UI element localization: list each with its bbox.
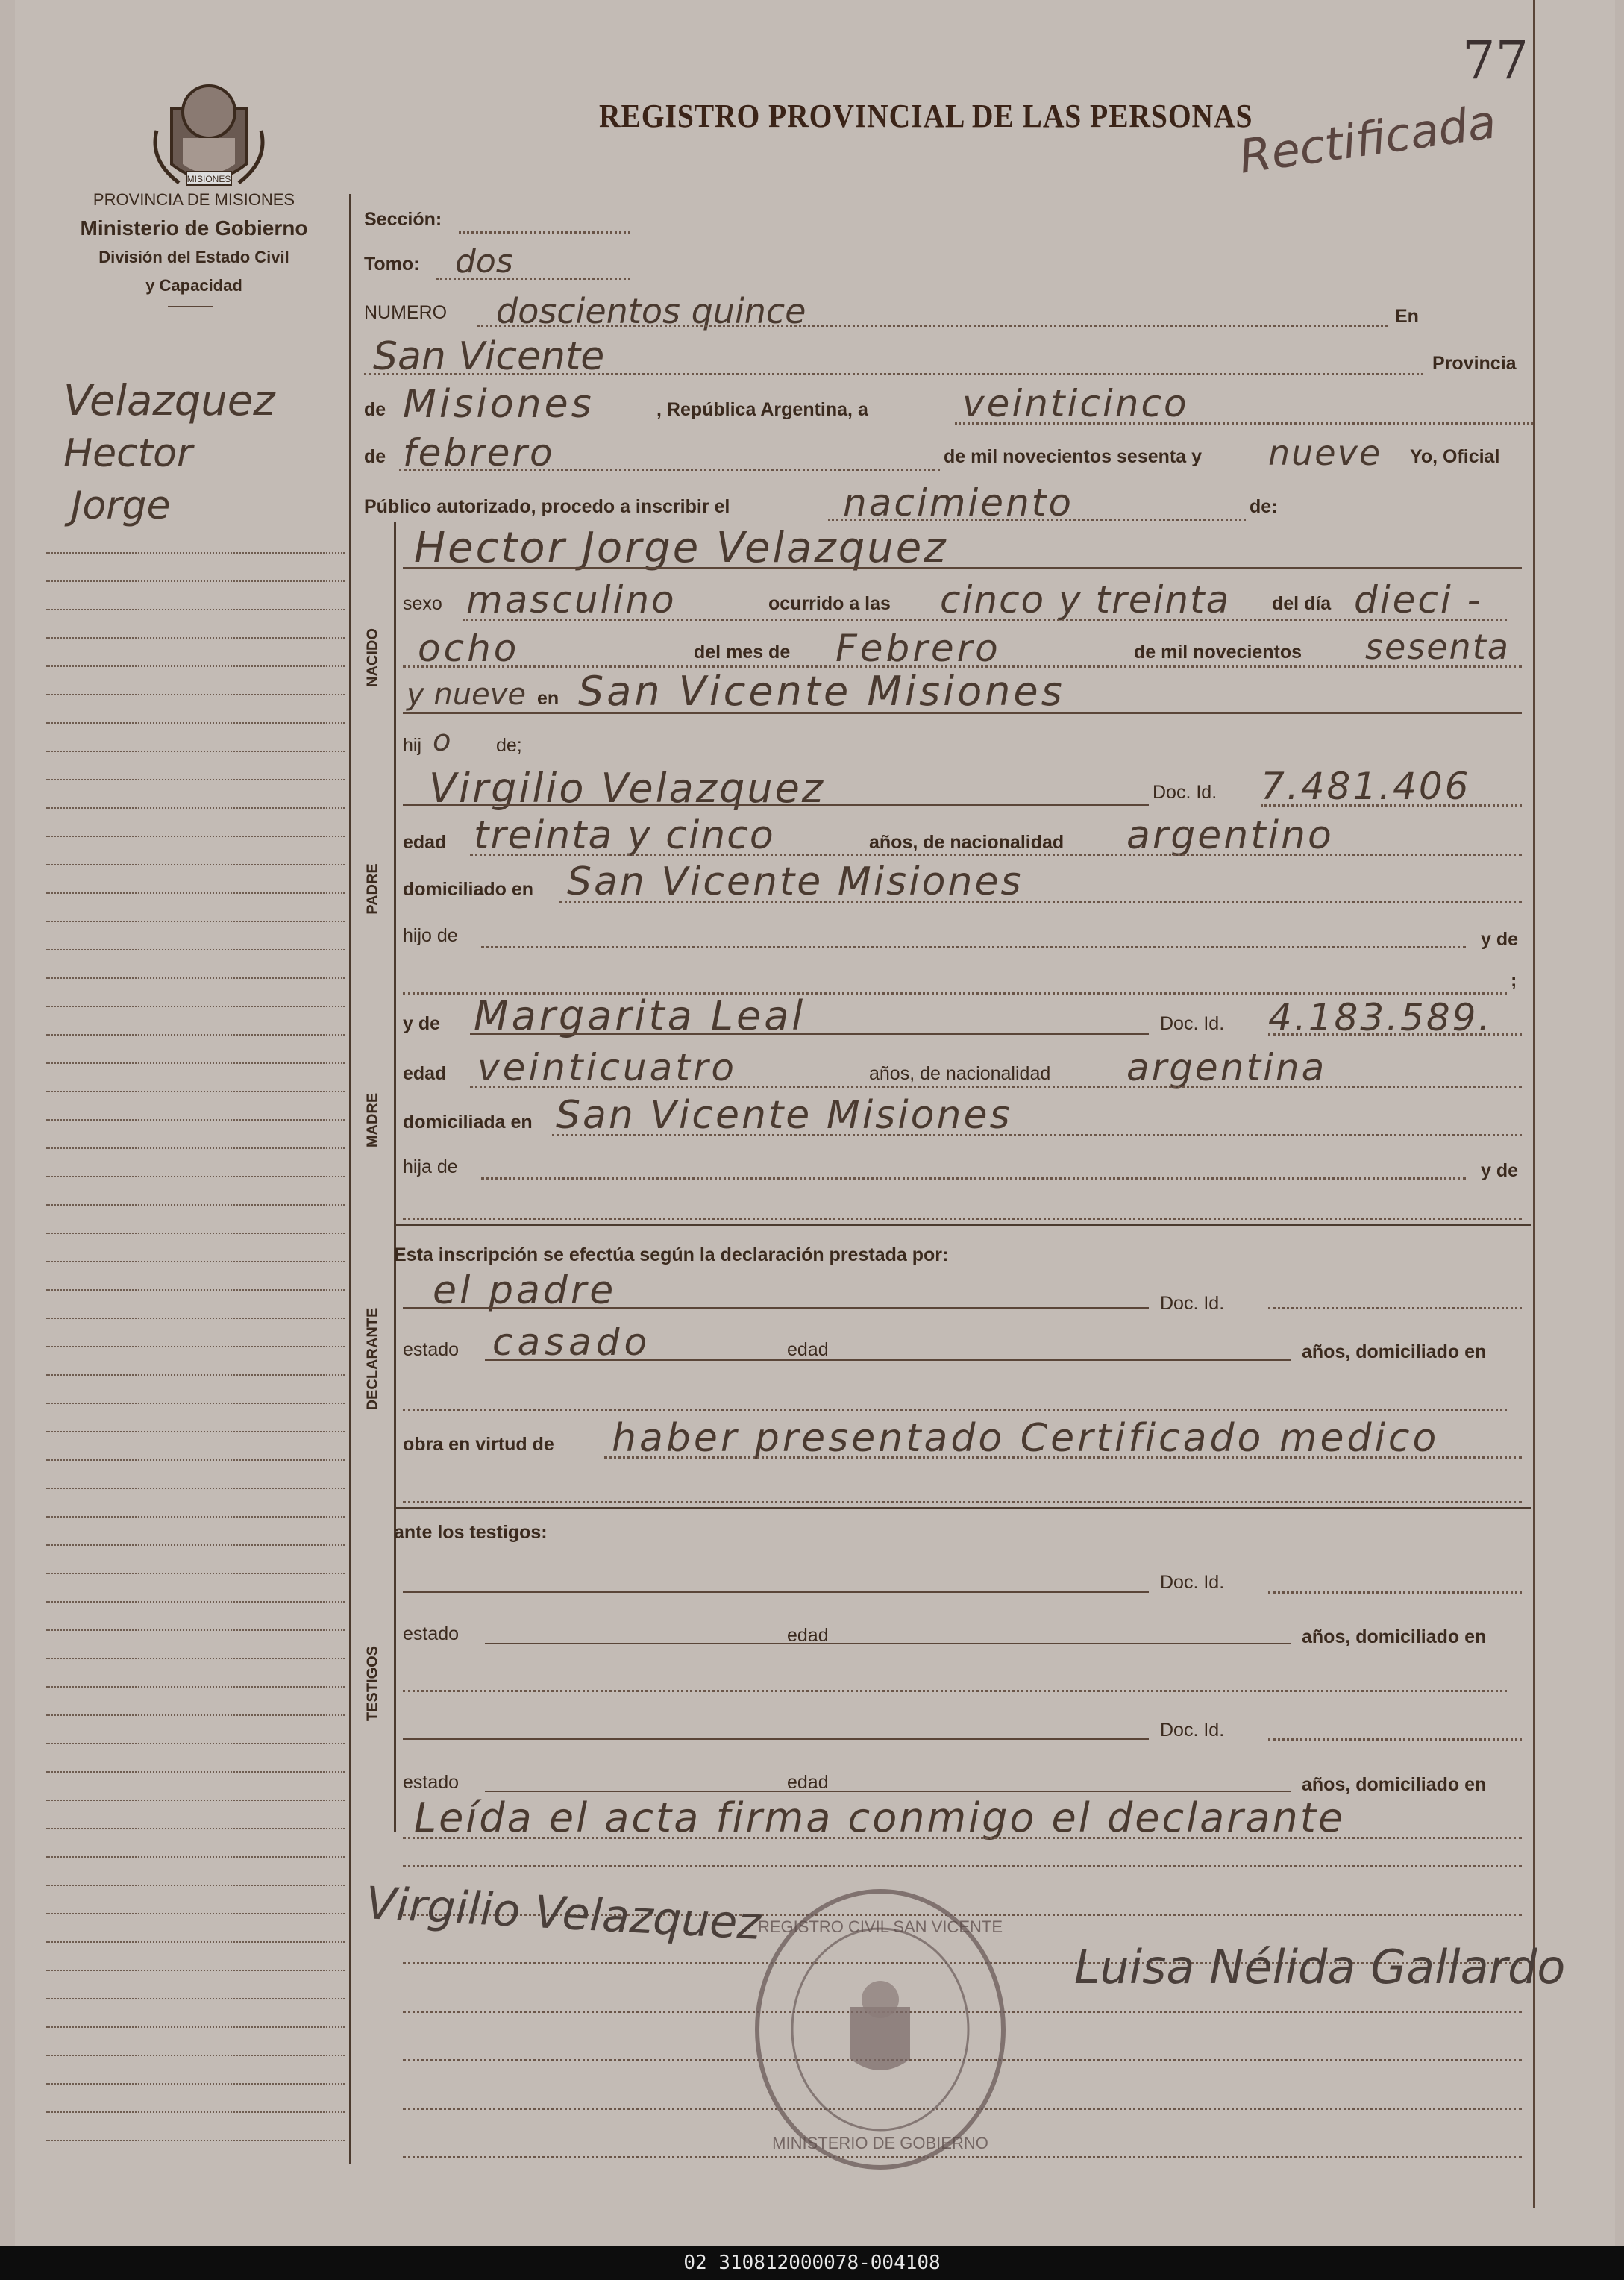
act-type-value: nacimiento [843,481,1073,524]
day-value: veinticinco [962,382,1189,425]
margin-rule [46,1459,345,1461]
declarant-name: el padre [433,1268,617,1313]
margin-first-name: Hector [63,431,193,476]
birth-day-value: dieci - [1354,578,1483,621]
witness-2-age-label: edad [787,1772,829,1793]
sex-value: masculino [466,578,677,621]
witness-1-doc-label: Doc. Id. [1160,1572,1225,1593]
ocurrido-label: ocurrido a las [768,593,891,614]
margin-rule [46,921,345,922]
mother-domicile-label: domiciliada en [403,1112,533,1133]
declarant-doc-label: Doc. Id. [1160,1293,1225,1314]
declarant-age-label: edad [787,1339,829,1360]
father-y-de-label: y de [1481,929,1519,950]
provincia-label: Provincia [1432,353,1517,374]
mother-y-de-label: y de [403,1013,441,1034]
margin-rule [46,2111,345,2113]
tomo-value: dos [455,242,513,281]
margin-rule [46,1516,345,1518]
hour-value: cinco y treinta [940,578,1231,621]
margin-middle-name: Jorge [71,483,171,528]
margin-rule [46,1970,345,1971]
en-label-2: en [537,688,559,709]
closing-statement: Leída el acta firma conmigo el declarante [414,1794,1346,1841]
margin-rule [46,751,345,752]
margin-rule [46,637,345,639]
witness-2-domicile-label: años, domiciliado en [1302,1774,1487,1795]
father-nationality-value: argentino [1126,813,1334,858]
margin-rule [46,1488,345,1489]
province-value: Misiones [403,382,595,427]
obra-label: obra en virtud de [403,1434,554,1455]
official-seal-icon [746,1880,1015,2179]
margin-rule [46,1658,345,1659]
margin-rule [46,1856,345,1858]
margin-rule [46,1176,345,1177]
father-age-value: treinta y cinco [474,813,775,858]
margin-rule [46,949,345,950]
birth-day-value-cont: ocho [418,627,520,670]
margin-rule [46,864,345,865]
margin-rule [46,1374,345,1376]
margin-rule [46,1743,345,1744]
margin-rule [46,1913,345,1914]
numero-value: doscientos quince [496,291,806,331]
father-domicile-value: San Vicente Misiones [567,859,1023,904]
margin-rule [46,892,345,894]
margin-rule [46,1885,345,1886]
testigos-side-label: TESTIGOS [364,1645,381,1722]
margin-rule [46,807,345,809]
del-mes-label: del mes de [694,642,791,663]
margin-rule [46,1544,345,1546]
mother-parents-label: hija de [403,1156,458,1177]
mother-doc-label: Doc. Id. [1160,1013,1225,1034]
father-domicile-label: domiciliado en [403,879,534,900]
margin-rule [46,1828,345,1829]
margin-rule [46,2083,345,2085]
father-age-label: edad [403,832,447,853]
month-value: febrero [403,431,555,475]
witnesses-intro: ante los testigos: [394,1522,548,1543]
seal-upper-text: REGISTRO CIVIL SAN VICENTE [757,1917,1003,1936]
hijo-suffix: o [433,724,451,758]
capacity-label: y Capacidad [145,276,242,295]
mother-domicile-value: San Vicente Misiones [556,1093,1012,1138]
father-doc-label: Doc. Id. [1153,782,1217,803]
margin-rule [46,1147,345,1149]
mother-name: Margarita Leal [474,992,806,1039]
margin-rule [46,1233,345,1234]
republic-label: , República Argentina, a [656,399,868,420]
margin-rule [46,1573,345,1574]
margin-rule [46,2055,345,2056]
birth-place-value: San Vicente Misiones [578,668,1065,715]
margin-rule [46,552,345,554]
year-phrase-label: de mil novecientos sesenta y [944,446,1202,467]
en-label: En [1395,306,1419,327]
de-label: de [364,399,386,420]
province-label: PROVINCIA DE MISIONES [93,190,295,209]
margin-rule [46,1403,345,1404]
father-parents-label: hijo de [403,925,458,946]
margin-rule [46,1091,345,1092]
tomo-label: Tomo: [364,254,420,275]
father-nationality-label: años, de nacionalidad [869,832,1065,853]
margin-rule [46,1629,345,1631]
margin-rule [46,1998,345,1999]
witness-1-status-label: estado [403,1623,460,1644]
margin-rule [46,609,345,610]
mother-y-de-label-2: y de [1481,1160,1519,1181]
father-signature: Virgilio Velazquez [364,1877,762,1950]
child-name: Hector Jorge Velazquez [414,524,948,572]
mother-age-label: edad [403,1063,447,1084]
margin-rule [46,1714,345,1716]
father-doc-value: 7.481.406 [1261,765,1471,808]
image-identifier: 02_310812000078-004108 [0,2246,1624,2280]
margin-rule [46,1289,345,1291]
witness-1-domicile-label: años, domiciliado en [1302,1626,1487,1647]
margin-rule [46,1431,345,1432]
sexo-label: sexo [403,593,442,614]
del-dia-label: del día [1272,593,1332,614]
officer-signature: Luisa Nélida Gallardo [1074,1940,1566,1994]
margin-rule [46,1006,345,1007]
father-name: Virgilio Velazquez [429,765,826,812]
emblem-motto: MISIONES [186,174,231,184]
margin-rule [46,1800,345,1801]
margin-rule [46,1204,345,1206]
witness-2-status-label: estado [403,1772,460,1793]
document-page: 77 MISIONES PROVINCIA DE MISIONES Ministerio de Gobierno División del Estado Civil y Capacidad REGISTRO PROVINCIAL DE LAS PERSONAS Rectificada Velazquez Hector Jorge Sección: Tomo: dos NUMERO doscientos quince En San Vicente Provincia de Misiones , República Argentina, a veinticinco de febrero de mil novecientos sesenta y nueve Yo, Oficial Público autorizado, procedo a inscribir el nacimiento de: NACIDO Hector Jorge Velazquez sexo masculino ocurrido a las cinco y treinta del día dieci - ocho del mes de Febrero de mil novecientos sesenta y nueve en San Vicente Misiones hij o de; PADRE Virgilio Velazquez Doc. Id. 7.481.406 edad treinta y cinco años, de nacionalidad argentino domiciliado en San Vicente Misiones hijo de y de ; MADRE y de Margarita Leal Doc. Id. 4.183.589. edad veinticuatro años, de nacionalidad argentina domiciliada en San Vicente Misiones hija de y de Esta inscripción se efectúa según la declaración prestada por: DECLARANTE el padre Doc. Id. estado casado edad años, domiciliado en obra en virtud de haber presentado Certificado medico ante los testigos: TESTIGOS Doc. Id. estado edad años, domiciliado en Doc. Id. estado edad años, domiciliado en Leída el acta firma conmigo el declarante Virgilio Velazquez Luisa Nélida Gallardo REGISTRO CIVIL SAN VICENTE MINISTERIO DE GOBIERNO 02_310812000078-004108 [0,0,1624,2280]
declaration-intro: Esta inscripción se efectúa según la declaración prestada por: [394,1244,949,1265]
mother-nationality-value: argentina [1126,1046,1327,1089]
margin-rule [46,1034,345,1036]
document-title: REGISTRO PROVINCIAL DE LAS PERSONAS [599,98,1253,134]
ministry-label: Ministerio de Gobierno [80,216,308,239]
authorized-label: Público autorizado, procedo a inscribir el [364,496,730,517]
mother-nationality-label: años, de nacionalidad [869,1063,1051,1084]
margin-rule [46,1686,345,1688]
witness-2-doc-label: Doc. Id. [1160,1720,1225,1741]
provincial-emblem-icon [149,71,269,194]
margin-surname: Velazquez [63,377,275,425]
margin-rule [46,1346,345,1347]
mother-doc-value: 4.183.589. [1268,996,1493,1039]
year-value: nueve [1268,433,1382,473]
de-label-2: de [364,446,386,467]
margin-rule [46,580,345,582]
seal-lower-text: MINISTERIO DE GOBIERNO [772,2134,988,2152]
oficial-label: Yo, Oficial [1410,446,1500,467]
madre-side-label: MADRE [364,1092,381,1148]
margin-rule [46,779,345,780]
de-semicolon-label: de; [496,735,522,756]
margin-rule [46,2140,345,2141]
declarant-status-label: estado [403,1339,460,1360]
section-label: Sección: [364,209,442,230]
mother-age-value: veinticuatro [477,1046,737,1089]
place-value: San Vicente [373,334,605,379]
body-rule [403,1865,1522,1867]
declarante-side-label: DECLARANTE [364,1307,381,1411]
margin-rule [46,722,345,724]
declarant-status-value: casado [492,1321,652,1364]
numero-label: NUMERO [364,302,448,323]
margin-rule [46,1941,345,1943]
division-label: División del Estado Civil [98,248,289,266]
margin-rule [46,694,345,695]
de-mil-label: de mil novecientos [1134,642,1302,663]
margin-rule [46,1261,345,1262]
margin-rule [46,977,345,979]
witness-1-age-label: edad [787,1625,829,1646]
margin-rule [46,1601,345,1603]
margin-rule [46,836,345,837]
margin-rule [46,1119,345,1121]
rectification-note: Rectificada [1235,94,1499,184]
obra-value: haber presentado Certificado medico [612,1416,1440,1461]
birth-year-value-cont: y nueve [407,677,526,712]
padre-side-label: PADRE [364,863,381,915]
declarant-domicile-label: años, domiciliado en [1302,1341,1487,1362]
margin-rule [46,665,345,667]
margin-rule [46,1771,345,1773]
margin-rule [46,1318,345,1319]
page-number: 77 [1462,30,1529,91]
hijo-label: hij [403,735,422,756]
margin-rule [46,1062,345,1064]
margin-rule [46,2026,345,2028]
birth-month-value: Febrero [835,627,1001,670]
birth-year-value: sesenta [1365,627,1510,667]
de-colon-label: de: [1250,496,1278,517]
nacido-side-label: NACIDO [364,628,381,687]
